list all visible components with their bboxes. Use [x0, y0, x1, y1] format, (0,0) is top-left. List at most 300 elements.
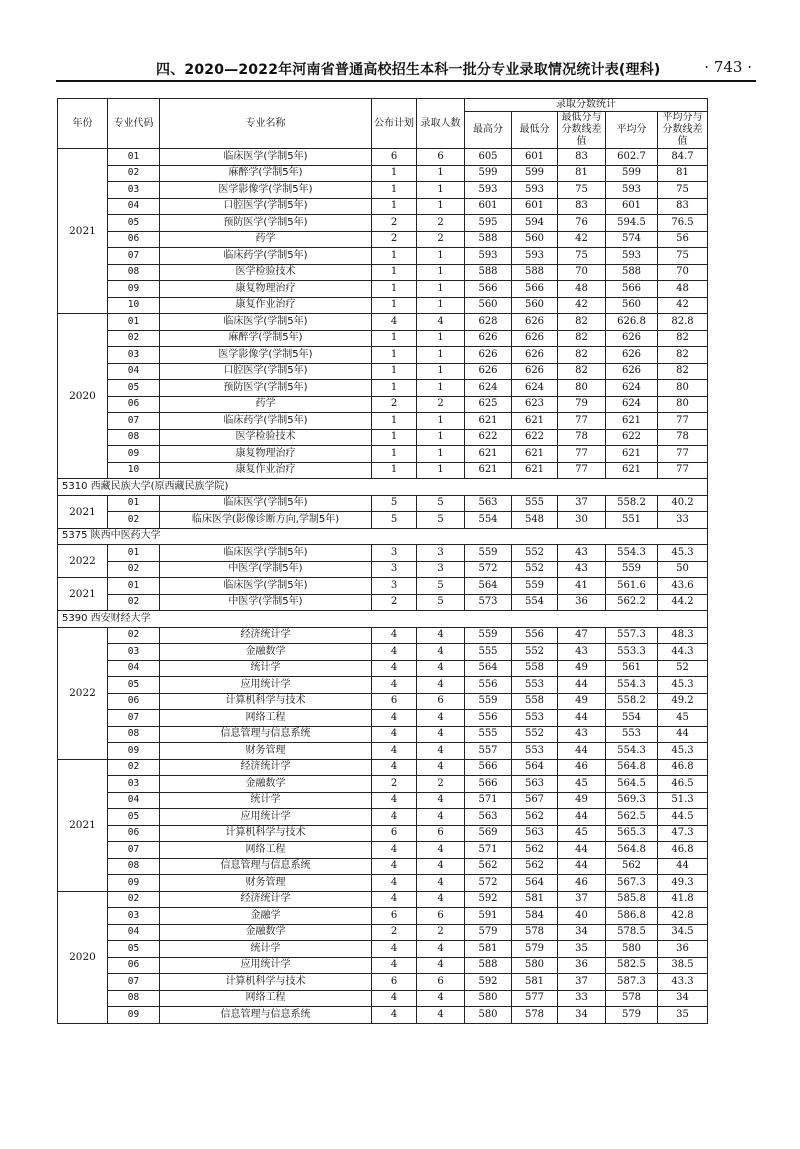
min-diff-cell: 42 [558, 297, 606, 314]
max-score-cell: 579 [465, 924, 512, 941]
plan-cell: 2 [372, 396, 417, 413]
code-cell: 09 [108, 1007, 160, 1024]
avg-score-cell: 624 [606, 396, 658, 413]
plan-cell: 3 [372, 545, 417, 562]
avg-diff-cell: 82 [658, 330, 708, 347]
admitted-cell: 4 [417, 1007, 465, 1024]
avg-score-cell: 622 [606, 429, 658, 446]
avg-score-cell: 588 [606, 264, 658, 281]
table-row [58, 1007, 708, 1024]
code-cell: 02 [108, 759, 160, 776]
major-name-cell: 信息管理与信息系统 [160, 726, 372, 743]
admitted-cell: 1 [417, 363, 465, 380]
code-cell: 06 [108, 957, 160, 974]
plan-cell: 4 [372, 858, 417, 875]
admitted-cell: 4 [417, 891, 465, 908]
avg-score-cell: 594.5 [606, 215, 658, 232]
admitted-cell: 5 [417, 594, 465, 611]
avg-diff-cell: 84.7 [658, 149, 708, 166]
avg-diff-cell: 80 [658, 396, 708, 413]
avg-score-cell: 562.2 [606, 594, 658, 611]
min-score-cell: 624 [512, 380, 558, 397]
avg-diff-cell: 44 [658, 726, 708, 743]
avg-score-cell: 626 [606, 363, 658, 380]
avg-score-cell: 554 [606, 710, 658, 727]
code-cell: 03 [108, 347, 160, 364]
plan-cell: 4 [372, 792, 417, 809]
table-row [58, 429, 708, 446]
table-row [58, 248, 708, 265]
table-row [58, 743, 708, 760]
max-score-cell: 592 [465, 891, 512, 908]
avg-score-cell: 585.8 [606, 891, 658, 908]
plan-cell: 1 [372, 446, 417, 463]
code-cell: 05 [108, 941, 160, 958]
admitted-cell: 6 [417, 825, 465, 842]
table-row [58, 644, 708, 661]
admitted-cell: 1 [417, 330, 465, 347]
min-score-cell: 599 [512, 165, 558, 182]
min-score-cell: 562 [512, 842, 558, 859]
header-admitted: 录取人数 [417, 99, 465, 149]
major-name-cell: 统计学 [160, 941, 372, 958]
page-header [56, 56, 756, 82]
max-score-cell: 595 [465, 215, 512, 232]
plan-cell: 6 [372, 825, 417, 842]
avg-score-cell: 554.3 [606, 677, 658, 694]
major-name-cell: 网络工程 [160, 990, 372, 1007]
code-cell: 02 [108, 594, 160, 611]
code-cell: 09 [108, 875, 160, 892]
header-code: 专业代码 [108, 99, 160, 149]
max-score-cell: 593 [465, 248, 512, 265]
major-name-cell: 临床医学(学制5年) [160, 314, 372, 331]
table-row [58, 314, 708, 331]
avg-score-cell: 564.8 [606, 842, 658, 859]
admitted-cell: 4 [417, 627, 465, 644]
max-score-cell: 605 [465, 149, 512, 166]
avg-score-cell: 593 [606, 182, 658, 199]
max-score-cell: 573 [465, 594, 512, 611]
code-cell: 02 [108, 891, 160, 908]
major-name-cell: 金融数学 [160, 924, 372, 941]
min-score-cell: 621 [512, 413, 558, 430]
major-name-cell: 医学检验技术 [160, 429, 372, 446]
header-plan: 公布计划 [372, 99, 417, 149]
table-row [58, 297, 708, 314]
avg-score-cell: 562 [606, 858, 658, 875]
min-diff-cell: 78 [558, 429, 606, 446]
table-row [58, 446, 708, 463]
min-score-cell: 558 [512, 660, 558, 677]
admitted-cell: 3 [417, 561, 465, 578]
avg-diff-cell: 49.2 [658, 693, 708, 710]
max-score-cell: 559 [465, 693, 512, 710]
major-name-cell: 应用统计学 [160, 677, 372, 694]
admitted-cell: 1 [417, 281, 465, 298]
plan-cell: 1 [372, 413, 417, 430]
plan-cell: 1 [372, 347, 417, 364]
avg-diff-cell: 44.3 [658, 644, 708, 661]
avg-score-cell: 626.8 [606, 314, 658, 331]
avg-diff-cell: 42.8 [658, 908, 708, 925]
avg-score-cell: 561.6 [606, 578, 658, 595]
admitted-cell: 2 [417, 776, 465, 793]
table-row [58, 149, 708, 166]
min-score-cell: 623 [512, 396, 558, 413]
table-row [58, 264, 708, 281]
code-cell: 01 [108, 149, 160, 166]
min-diff-cell: 77 [558, 413, 606, 430]
admission-stats-table [57, 98, 708, 1024]
min-diff-cell: 46 [558, 875, 606, 892]
plan-cell: 5 [372, 495, 417, 512]
major-name-cell: 经济统计学 [160, 759, 372, 776]
avg-diff-cell: 43.3 [658, 974, 708, 991]
max-score-cell: 555 [465, 644, 512, 661]
institution-name: 5310 西藏民族大学(原西藏民族学院) [58, 479, 708, 496]
max-score-cell: 626 [465, 330, 512, 347]
admitted-cell: 2 [417, 396, 465, 413]
admitted-cell: 4 [417, 858, 465, 875]
min-diff-cell: 33 [558, 990, 606, 1007]
code-cell: 01 [108, 545, 160, 562]
min-diff-cell: 42 [558, 231, 606, 248]
avg-diff-cell: 42 [658, 297, 708, 314]
major-name-cell: 医学检验技术 [160, 264, 372, 281]
min-score-cell: 560 [512, 231, 558, 248]
max-score-cell: 580 [465, 1007, 512, 1024]
avg-diff-cell: 81 [658, 165, 708, 182]
min-diff-cell: 44 [558, 858, 606, 875]
avg-diff-cell: 43.6 [658, 578, 708, 595]
max-score-cell: 625 [465, 396, 512, 413]
min-diff-cell: 44 [558, 677, 606, 694]
min-diff-cell: 75 [558, 182, 606, 199]
min-score-cell: 560 [512, 297, 558, 314]
page-title: 四、2020—2022年河南省普通高校招生本科一批分专业录取情况统计表(理科) [156, 62, 661, 78]
avg-score-cell: 551 [606, 512, 658, 529]
min-diff-cell: 48 [558, 281, 606, 298]
avg-score-cell: 624 [606, 380, 658, 397]
avg-diff-cell: 34.5 [658, 924, 708, 941]
page-number: · 743 · [704, 58, 752, 76]
max-score-cell: 593 [465, 182, 512, 199]
code-cell: 06 [108, 231, 160, 248]
min-diff-cell: 40 [558, 908, 606, 925]
admitted-cell: 1 [417, 380, 465, 397]
min-score-cell: 626 [512, 363, 558, 380]
avg-score-cell: 558.2 [606, 693, 658, 710]
major-name-cell: 应用统计学 [160, 809, 372, 826]
max-score-cell: 621 [465, 446, 512, 463]
plan-cell: 4 [372, 743, 417, 760]
avg-diff-cell: 75 [658, 248, 708, 265]
avg-diff-cell: 80 [658, 380, 708, 397]
avg-score-cell: 567.3 [606, 875, 658, 892]
code-cell: 05 [108, 677, 160, 694]
min-diff-cell: 34 [558, 1007, 606, 1024]
admitted-cell: 2 [417, 231, 465, 248]
code-cell: 10 [108, 462, 160, 479]
min-score-cell: 562 [512, 809, 558, 826]
min-score-cell: 621 [512, 446, 558, 463]
code-cell: 01 [108, 314, 160, 331]
admitted-cell: 6 [417, 693, 465, 710]
admitted-cell: 3 [417, 545, 465, 562]
plan-cell: 2 [372, 231, 417, 248]
admitted-cell: 4 [417, 677, 465, 694]
major-name-cell: 财务管理 [160, 875, 372, 892]
min-score-cell: 553 [512, 743, 558, 760]
admitted-cell: 6 [417, 974, 465, 991]
plan-cell: 2 [372, 776, 417, 793]
plan-cell: 4 [372, 842, 417, 859]
plan-cell: 4 [372, 677, 417, 694]
avg-diff-cell: 75 [658, 182, 708, 199]
table-row [58, 330, 708, 347]
avg-score-cell: 578 [606, 990, 658, 1007]
avg-diff-cell: 45.3 [658, 743, 708, 760]
min-score-cell: 553 [512, 677, 558, 694]
code-cell: 04 [108, 660, 160, 677]
max-score-cell: 592 [465, 974, 512, 991]
header-year: 年份 [58, 99, 108, 149]
avg-diff-cell: 46.8 [658, 842, 708, 859]
major-name-cell: 康复作业治疗 [160, 462, 372, 479]
code-cell: 06 [108, 693, 160, 710]
min-diff-cell: 79 [558, 396, 606, 413]
code-cell: 02 [108, 330, 160, 347]
avg-score-cell: 564.8 [606, 759, 658, 776]
table-row [58, 957, 708, 974]
avg-diff-cell: 49.3 [658, 875, 708, 892]
major-name-cell: 网络工程 [160, 710, 372, 727]
min-score-cell: 563 [512, 825, 558, 842]
plan-cell: 4 [372, 941, 417, 958]
min-diff-cell: 41 [558, 578, 606, 595]
table-row [58, 165, 708, 182]
code-cell: 05 [108, 380, 160, 397]
avg-score-cell: 626 [606, 347, 658, 364]
admitted-cell: 4 [417, 990, 465, 1007]
table-row [58, 495, 708, 512]
table-row [58, 677, 708, 694]
table-row [58, 578, 708, 595]
avg-diff-cell: 33 [658, 512, 708, 529]
table-header-row [58, 99, 708, 112]
year-cell: 2020 [58, 891, 108, 1023]
avg-score-cell: 565.3 [606, 825, 658, 842]
table-row [58, 363, 708, 380]
plan-cell: 6 [372, 149, 417, 166]
major-name-cell: 医学影像学(学制5年) [160, 347, 372, 364]
avg-score-cell: 562.5 [606, 809, 658, 826]
code-cell: 07 [108, 248, 160, 265]
min-score-cell: 562 [512, 858, 558, 875]
major-name-cell: 临床医学(影像诊断方向,学制5年) [160, 512, 372, 529]
min-score-cell: 577 [512, 990, 558, 1007]
avg-score-cell: 566 [606, 281, 658, 298]
year-cell: 2021 [58, 495, 108, 528]
plan-cell: 1 [372, 330, 417, 347]
avg-score-cell: 559 [606, 561, 658, 578]
plan-cell: 2 [372, 924, 417, 941]
major-name-cell: 药学 [160, 396, 372, 413]
avg-diff-cell: 83 [658, 198, 708, 215]
code-cell: 07 [108, 974, 160, 991]
max-score-cell: 563 [465, 495, 512, 512]
admitted-cell: 1 [417, 297, 465, 314]
min-score-cell: 548 [512, 512, 558, 529]
min-score-cell: 558 [512, 693, 558, 710]
min-diff-cell: 44 [558, 743, 606, 760]
max-score-cell: 559 [465, 545, 512, 562]
code-cell: 05 [108, 215, 160, 232]
admitted-cell: 2 [417, 924, 465, 941]
avg-score-cell: 569.3 [606, 792, 658, 809]
table-row [58, 561, 708, 578]
code-cell: 01 [108, 495, 160, 512]
avg-diff-cell: 46.8 [658, 759, 708, 776]
major-name-cell: 中医学(学制5年) [160, 561, 372, 578]
min-diff-cell: 82 [558, 363, 606, 380]
major-name-cell: 计算机科学与技术 [160, 825, 372, 842]
code-cell: 10 [108, 297, 160, 314]
header-name: 专业名称 [160, 99, 372, 149]
code-cell: 09 [108, 446, 160, 463]
table-row [58, 941, 708, 958]
plan-cell: 1 [372, 462, 417, 479]
avg-score-cell: 553.3 [606, 644, 658, 661]
plan-cell: 6 [372, 974, 417, 991]
code-cell: 04 [108, 792, 160, 809]
admitted-cell: 6 [417, 908, 465, 925]
avg-score-cell: 579 [606, 1007, 658, 1024]
major-name-cell: 临床药学(学制5年) [160, 413, 372, 430]
table-row [58, 182, 708, 199]
min-diff-cell: 83 [558, 198, 606, 215]
table-row [58, 809, 708, 826]
max-score-cell: 554 [465, 512, 512, 529]
min-score-cell: 564 [512, 759, 558, 776]
avg-diff-cell: 50 [658, 561, 708, 578]
min-score-cell: 552 [512, 644, 558, 661]
max-score-cell: 571 [465, 792, 512, 809]
admitted-cell: 1 [417, 413, 465, 430]
table-row [58, 726, 708, 743]
major-name-cell: 信息管理与信息系统 [160, 858, 372, 875]
max-score-cell: 624 [465, 380, 512, 397]
plan-cell: 1 [372, 380, 417, 397]
avg-diff-cell: 77 [658, 462, 708, 479]
admitted-cell: 4 [417, 875, 465, 892]
admitted-cell: 4 [417, 809, 465, 826]
avg-score-cell: 560 [606, 297, 658, 314]
code-cell: 08 [108, 858, 160, 875]
plan-cell: 1 [372, 182, 417, 199]
code-cell: 09 [108, 281, 160, 298]
admitted-cell: 1 [417, 446, 465, 463]
code-cell: 08 [108, 429, 160, 446]
plan-cell: 1 [372, 429, 417, 446]
min-diff-cell: 36 [558, 957, 606, 974]
table-row [58, 908, 708, 925]
max-score-cell: 564 [465, 578, 512, 595]
major-name-cell: 计算机科学与技术 [160, 693, 372, 710]
year-cell: 2022 [58, 627, 108, 759]
max-score-cell: 572 [465, 875, 512, 892]
avg-score-cell: 586.8 [606, 908, 658, 925]
plan-cell: 5 [372, 512, 417, 529]
min-score-cell: 552 [512, 726, 558, 743]
max-score-cell: 566 [465, 281, 512, 298]
header-avg: 平均分 [606, 112, 658, 149]
table-row [58, 462, 708, 479]
major-name-cell: 预防医学(学制5年) [160, 380, 372, 397]
admitted-cell: 4 [417, 759, 465, 776]
min-score-cell: 552 [512, 545, 558, 562]
min-score-cell: 621 [512, 462, 558, 479]
max-score-cell: 599 [465, 165, 512, 182]
avg-diff-cell: 36 [658, 941, 708, 958]
min-score-cell: 566 [512, 281, 558, 298]
year-cell: 2022 [58, 545, 108, 578]
max-score-cell: 557 [465, 743, 512, 760]
code-cell: 07 [108, 842, 160, 859]
max-score-cell: 566 [465, 776, 512, 793]
max-score-cell: 564 [465, 660, 512, 677]
max-score-cell: 559 [465, 627, 512, 644]
major-name-cell: 药学 [160, 231, 372, 248]
avg-score-cell: 553 [606, 726, 658, 743]
major-name-cell: 财务管理 [160, 743, 372, 760]
avg-score-cell: 587.3 [606, 974, 658, 991]
avg-diff-cell: 56 [658, 231, 708, 248]
avg-score-cell: 621 [606, 413, 658, 430]
avg-diff-cell: 51.3 [658, 792, 708, 809]
code-cell: 04 [108, 198, 160, 215]
min-score-cell: 593 [512, 182, 558, 199]
max-score-cell: 569 [465, 825, 512, 842]
min-diff-cell: 30 [558, 512, 606, 529]
min-score-cell: 556 [512, 627, 558, 644]
table-row [58, 875, 708, 892]
avg-score-cell: 621 [606, 462, 658, 479]
admitted-cell: 4 [417, 941, 465, 958]
avg-diff-cell: 45.3 [658, 545, 708, 562]
min-score-cell: 563 [512, 776, 558, 793]
avg-diff-cell: 76.5 [658, 215, 708, 232]
min-diff-cell: 77 [558, 462, 606, 479]
table-row [58, 281, 708, 298]
major-name-cell: 麻醉学(学制5年) [160, 330, 372, 347]
admitted-cell: 4 [417, 710, 465, 727]
avg-diff-cell: 78 [658, 429, 708, 446]
major-name-cell: 预防医学(学制5年) [160, 215, 372, 232]
table-row [58, 545, 708, 562]
plan-cell: 4 [372, 627, 417, 644]
table-row [58, 215, 708, 232]
min-diff-cell: 82 [558, 330, 606, 347]
max-score-cell: 591 [465, 908, 512, 925]
major-name-cell: 经济统计学 [160, 627, 372, 644]
plan-cell: 1 [372, 165, 417, 182]
min-diff-cell: 82 [558, 314, 606, 331]
table-row [58, 594, 708, 611]
major-name-cell: 信息管理与信息系统 [160, 1007, 372, 1024]
min-diff-cell: 75 [558, 248, 606, 265]
